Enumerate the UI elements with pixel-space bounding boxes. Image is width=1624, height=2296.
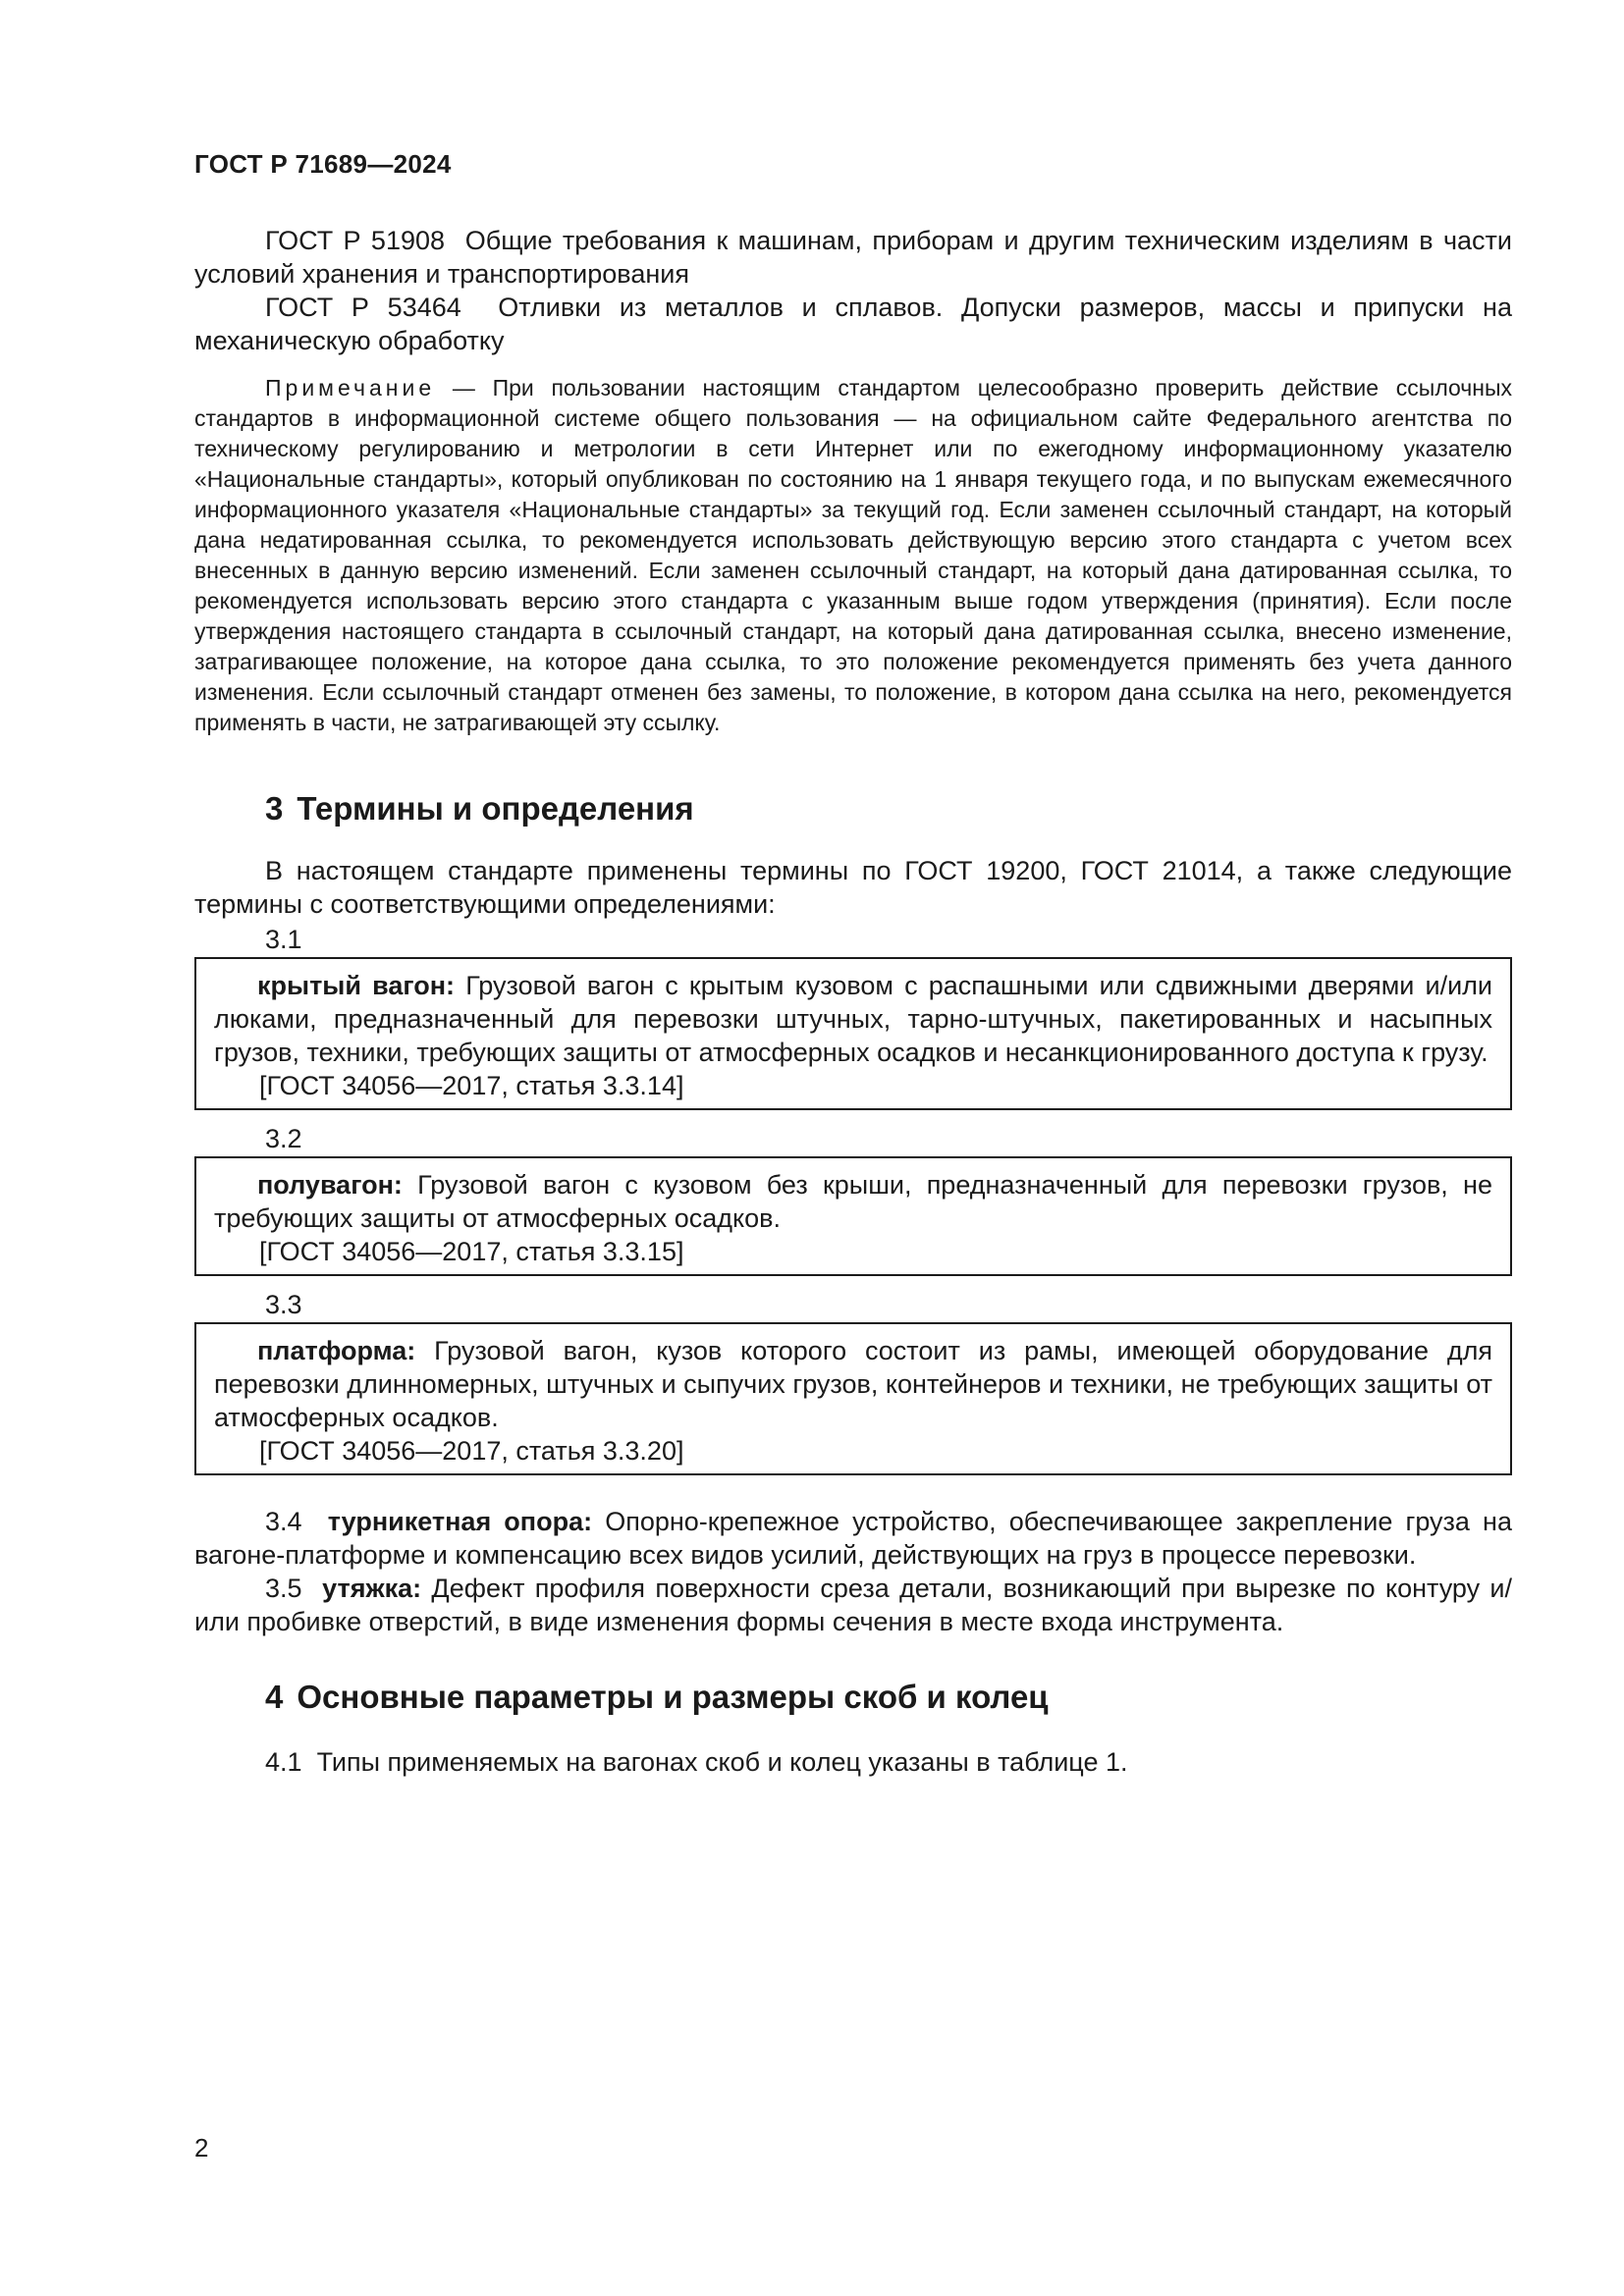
term-definition: [194, 1505, 1512, 1572]
note-paragraph: [194, 373, 1512, 738]
section-3-heading: [265, 790, 694, 828]
term-source: [ГОСТ 34056—2017, статья 3.3.20]: [259, 1436, 684, 1466]
term-number: 3.5: [265, 1574, 302, 1603]
clause-text: Типы применяемых на вагонах скоб и колец указаны в таблице 1.: [316, 1747, 1128, 1777]
section-4-heading: [265, 1679, 1049, 1716]
intro-paragraph: В настоящем стандарте применены термины по ГОСТ 19200, ГОСТ 21014, а также следующие термины с соответствующими определениями:: [194, 856, 1512, 919]
term-text: Грузовой вагон, кузов которого состоит из рамы, имеющей оборудование для перевозки длинномерных, штучных и сыпучих грузов, контейнеров и техники, не требующих защиты от атмосферных осадков.: [214, 1336, 1492, 1432]
reference-title: Отливки из металлов и сплавов. Допуски размеров, массы и припуски на механическую обработку: [194, 293, 1512, 355]
document-header: ГОСТ Р 71689—2024: [194, 149, 452, 179]
term-box: [194, 957, 1512, 1110]
reference-item: [194, 291, 1512, 357]
term-name: платформа:: [257, 1336, 416, 1365]
plain-terms: [194, 1505, 1512, 1638]
term-text: Опорно-крепежное устройство, обеспечивающее закрепление груза на вагоне-платформе и компенсацию всех видов усилий, действующих на груз в процессе перевозки.: [194, 1507, 1512, 1570]
note-label: Примечание: [265, 375, 436, 400]
term-definition: [214, 1168, 1492, 1235]
clause-number: 4.1: [265, 1747, 302, 1777]
references-block: [194, 224, 1512, 357]
term-number: 3.3: [265, 1290, 302, 1319]
term-name: утяжка:: [322, 1574, 422, 1603]
reference-title: Общие требования к машинам, приборам и другим техническим изделиям в части условий хранения и транспортирования: [194, 226, 1512, 289]
section-number: 4: [265, 1679, 284, 1715]
term-text: Дефект профиля поверхности среза детали, возникающий при вырезке по контуру и/или пробивке отверстий, в виде изменения формы сечения в месте входа инструмента.: [194, 1574, 1512, 1636]
term-box: [194, 1322, 1512, 1475]
term-text: Грузовой вагон с кузовом без крыши, предназначенный для перевозки грузов, не требующих защиты от атмосферных осадков.: [214, 1170, 1492, 1233]
section-title: Основные параметры и размеры скоб и колец: [297, 1679, 1049, 1715]
term-number: 3.2: [265, 1124, 302, 1153]
page-number: 2: [194, 2133, 209, 2163]
note-block: [194, 373, 1512, 738]
term-number: 3.1: [265, 925, 302, 954]
term-name: турникетная опора:: [327, 1507, 593, 1536]
reference-item: [194, 224, 1512, 291]
section-3-intro: [194, 854, 1512, 921]
term-text: Грузовой вагон с крытым кузовом с распашными или сдвижными дверями и/или люками, предназначенный для перевозки штучных, тарно-штучных, пакетированных и насыпных грузов, техники, требующих защиты от атмосферных осадков и несанкционированного доступа к грузу.: [214, 971, 1492, 1067]
term-name: полувагон:: [257, 1170, 403, 1200]
term-definition: [214, 969, 1492, 1069]
section-number: 3: [265, 790, 284, 827]
reference-code: ГОСТ Р 51908: [265, 226, 446, 255]
term-source: [ГОСТ 34056—2017, статья 3.3.15]: [259, 1237, 684, 1266]
section-title: Термины и определения: [297, 790, 694, 827]
term-number: 3.4: [265, 1507, 302, 1536]
term-source: [ГОСТ 34056—2017, статья 3.3.14]: [259, 1071, 684, 1100]
term-name: крытый вагон:: [257, 971, 456, 1000]
term-definition: [194, 1572, 1512, 1638]
note-text: — При пользовании настоящим стандартом целесообразно проверить действие ссылочных стандартов в информационной системе общего пользования — на официальном сайте Федерального агентства по техническому регулированию и метрологии в сети Интернет или по ежегодному информационному указателю «Национальные стандарты», который опубликован по состоянию на 1 января текущего года, и по выпускам ежемесячного информационного указателя «Национальные стандарты» за текущий год. Если заменен ссылочный стандарт, на который дана недатированная ссылка, то рекомендуется использовать действующую версию этого стандарта с учетом всех внесенных в данную версию изменений. Если заменен ссылочный стандарт, на который дана датированная ссылка, то рекомендуется использовать версию этого стандарта с указанным выше годом утверждения (принятия). Если после утверждения настоящего стандарта в ссылочный стандарт, на который дана датированная ссылка, внесено изменение, затрагивающее положение, на которое дана ссылка, то это положение рекомендуется применять без учета данного изменения. Если ссылочный стандарт отменен без замены, то положение, в котором дана ссылка на него, рекомендуется применять в части, не затрагивающей эту ссылку.: [194, 375, 1512, 735]
reference-code: ГОСТ Р 53464: [265, 293, 461, 322]
term-definition: [214, 1334, 1492, 1434]
term-box: [194, 1156, 1512, 1276]
section-4-clause: [194, 1745, 1512, 1779]
